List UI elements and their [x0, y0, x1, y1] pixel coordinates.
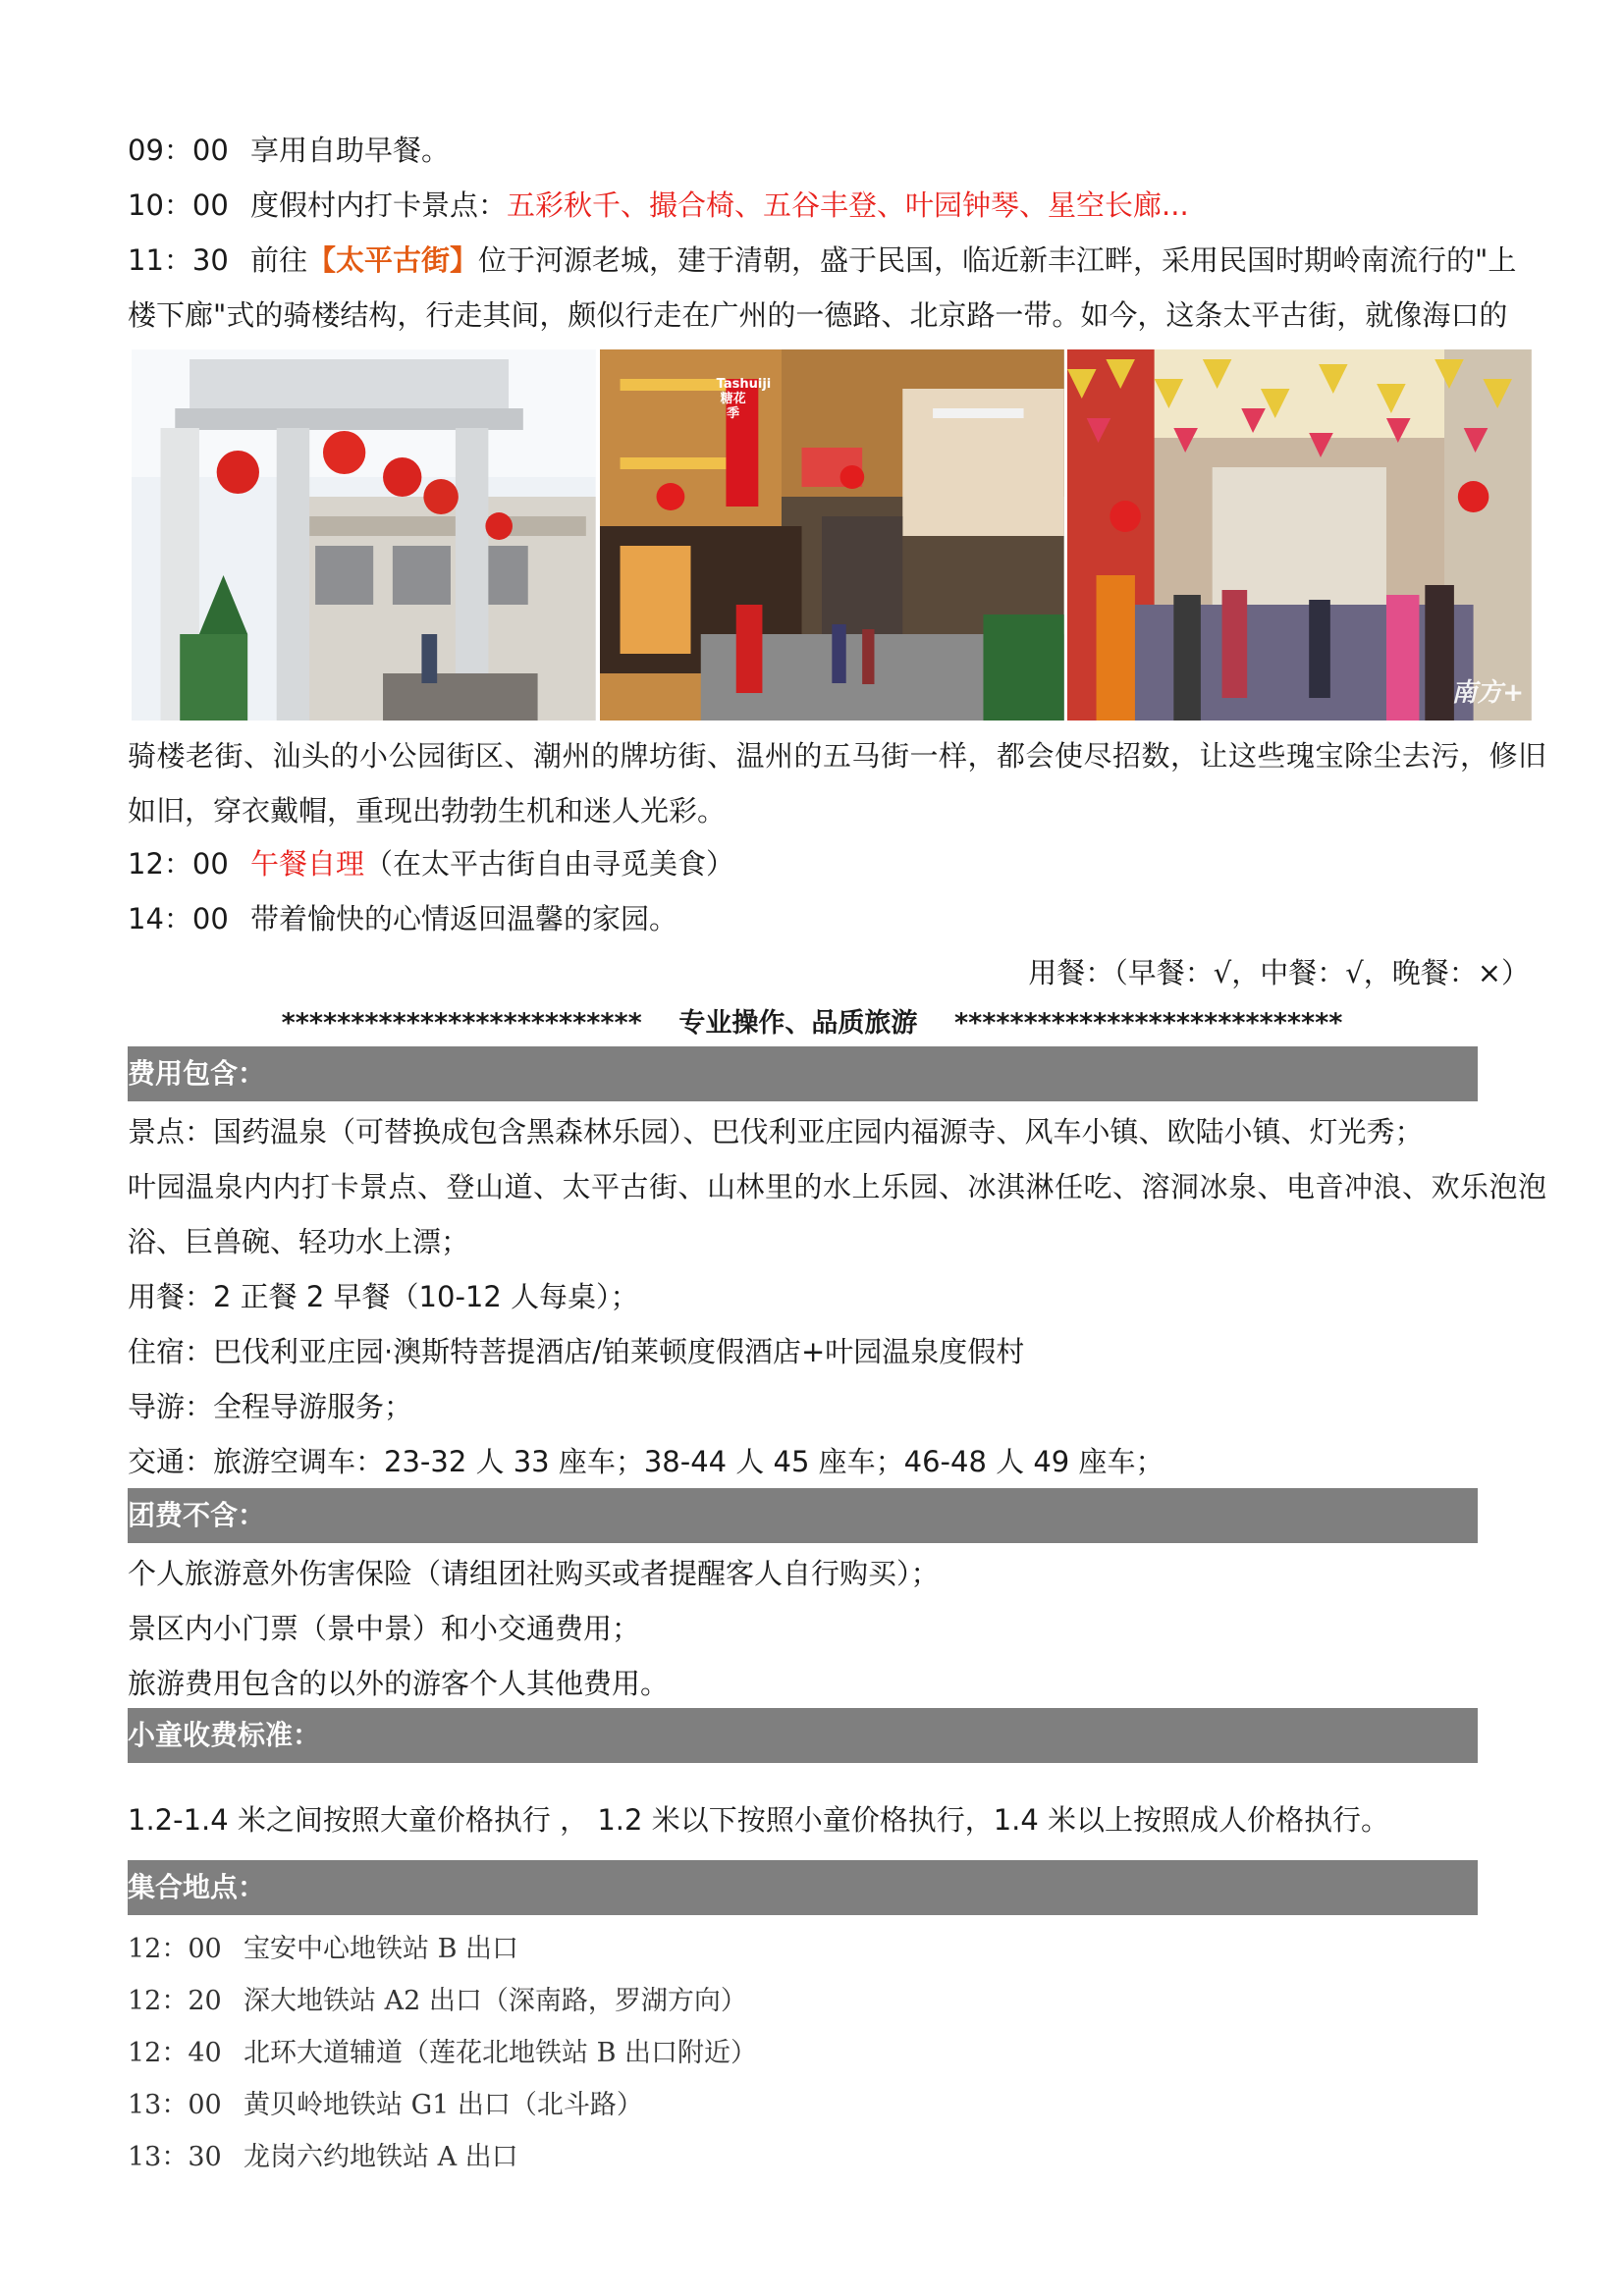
included-item: 用餐：2 正餐 2 早餐（10-12 人每桌）； — [128, 1280, 639, 1313]
taiping-description-paragraph: 骑楼老街、汕头的小公园街区、潮州的牌坊街、温州的五马街一样，都会使尽招数，让这些瑰宝除尘去污，修旧如旧，穿衣戴帽，重现出勃勃生机和迷人光彩。 — [128, 739, 1546, 828]
meeting-stop — [128, 2132, 518, 2183]
itinerary-row-1130-continued: 楼下廊"式的骑楼结构，行走其间，颇似行走在广州的一德路、北京路一带。如今，这条太平古街，就像海口的 — [128, 298, 1508, 332]
activity-text: 带着愉快的心情返回温馨的家园。 — [250, 902, 678, 935]
meeting-stop — [128, 2028, 757, 2079]
photo-street-shops — [600, 349, 1064, 721]
stop-place: 宝安中心地铁站 B 出口 — [244, 1934, 519, 1964]
watermark-logo: 南方+ — [1451, 678, 1525, 708]
lunch-highlight: 午餐自理 — [250, 847, 365, 881]
section-header-meeting: 集合地点： — [128, 1860, 1478, 1915]
photo-archway — [132, 349, 596, 721]
shop-sign-text: Tashuiji 糖花季 — [716, 377, 772, 421]
photo-decorated-street — [1067, 349, 1532, 721]
itinerary-row-1200 — [128, 836, 1542, 891]
stop-place: 黄贝岭地铁站 G1 出口（北斗路） — [244, 2090, 643, 2120]
included-item: 导游：全程导游服务； — [128, 1390, 413, 1423]
stop-time: 13：30 — [128, 2142, 222, 2172]
excluded-item: 景区内小门票（景中景）和小交通费用； — [128, 1612, 641, 1645]
itinerary-row-0900 — [128, 123, 1542, 178]
stop-time: 12：20 — [128, 1986, 222, 2016]
activity-text: （在太平古街自由寻觅美食） — [364, 847, 735, 881]
meeting-stop — [128, 1976, 747, 2027]
scenic-spots-highlight: 五彩秋千、撮合椅、五谷丰登、叶园钟琴、星空长廊... — [507, 188, 1189, 222]
activity-text: 前往 — [250, 243, 308, 277]
slogan-banner: ************************** 专业操作、品质旅游 **************************** — [281, 1008, 1343, 1039]
included-item: 景点：国药温泉（可替换成包含黑森林乐园）、巴伐利亚庄园内福源寺、风车小镇、欧陆小镇、灯光秀； — [128, 1115, 1424, 1148]
itinerary-row-1400 — [128, 891, 1542, 946]
time-label: 11：30 — [128, 243, 229, 277]
excluded-item: 个人旅游意外伤害保险（请组团社购买或者提醒客人自行购买）； — [128, 1557, 940, 1590]
time-label: 14：00 — [128, 902, 229, 935]
included-item: 叶园温泉内内打卡景点、登山道、太平古街、山林里的水上乐园、冰淇淋任吃、溶洞冰泉、电音冲浪、欢乐泡泡浴、巨兽碗、轻功水上漂； — [128, 1170, 1546, 1258]
stop-place: 龙岗六约地铁站 A 出口 — [244, 2142, 518, 2172]
activity-text: 位于河源老城，建于清朝，盛于民国，临近新丰江畔，采用民国时期岭南流行的"上 — [478, 243, 1517, 277]
excluded-item: 旅游费用包含的以外的游客个人其他费用。 — [128, 1667, 670, 1700]
itinerary-row-1130 — [128, 233, 1542, 288]
stop-time: 12：00 — [128, 1934, 222, 1964]
stop-time: 13：00 — [128, 2090, 222, 2120]
activity-text: 享用自助早餐。 — [250, 133, 451, 167]
meeting-stop — [128, 1924, 518, 1975]
photo-strip — [132, 349, 1532, 721]
itinerary-row-1000 — [128, 178, 1542, 233]
included-item: 交通：旅游空调车：23-32 人 33 座车；38-44 人 45 座车；46-48 人 49 座车； — [128, 1445, 1164, 1478]
time-label: 12：00 — [128, 847, 229, 881]
time-label: 10：00 — [128, 188, 229, 222]
included-item: 住宿：巴伐利亚庄园·澳斯特菩提酒店/铂莱顿度假酒店+叶园温泉度假村 — [128, 1335, 1025, 1368]
children-pricing-text: 1.2-1.4 米之间按照大童价格执行 ， 1.2 米以下按照小童价格执行，1.4 米以上按照成人价格执行。 — [128, 1803, 1390, 1837]
stop-place: 北环大道辅道（莲花北地铁站 B 出口附近） — [244, 2038, 758, 2068]
stop-place: 深大地铁站 A2 出口（深南路，罗湖方向） — [244, 1986, 747, 2016]
section-header-excluded: 团费不含： — [128, 1488, 1478, 1543]
meals-summary: 用餐：（早餐：√，中餐：√，晚餐：×） — [1028, 956, 1530, 989]
section-header-children: 小童收费标准： — [128, 1708, 1478, 1763]
time-label: 09：00 — [128, 133, 229, 167]
activity-text: 度假村内打卡景点： — [250, 188, 508, 222]
section-header-included: 费用包含： — [128, 1046, 1478, 1101]
taiping-street-highlight: 【太平古街】 — [307, 243, 479, 277]
stop-time: 12：40 — [128, 2038, 222, 2068]
meeting-stop — [128, 2080, 643, 2131]
